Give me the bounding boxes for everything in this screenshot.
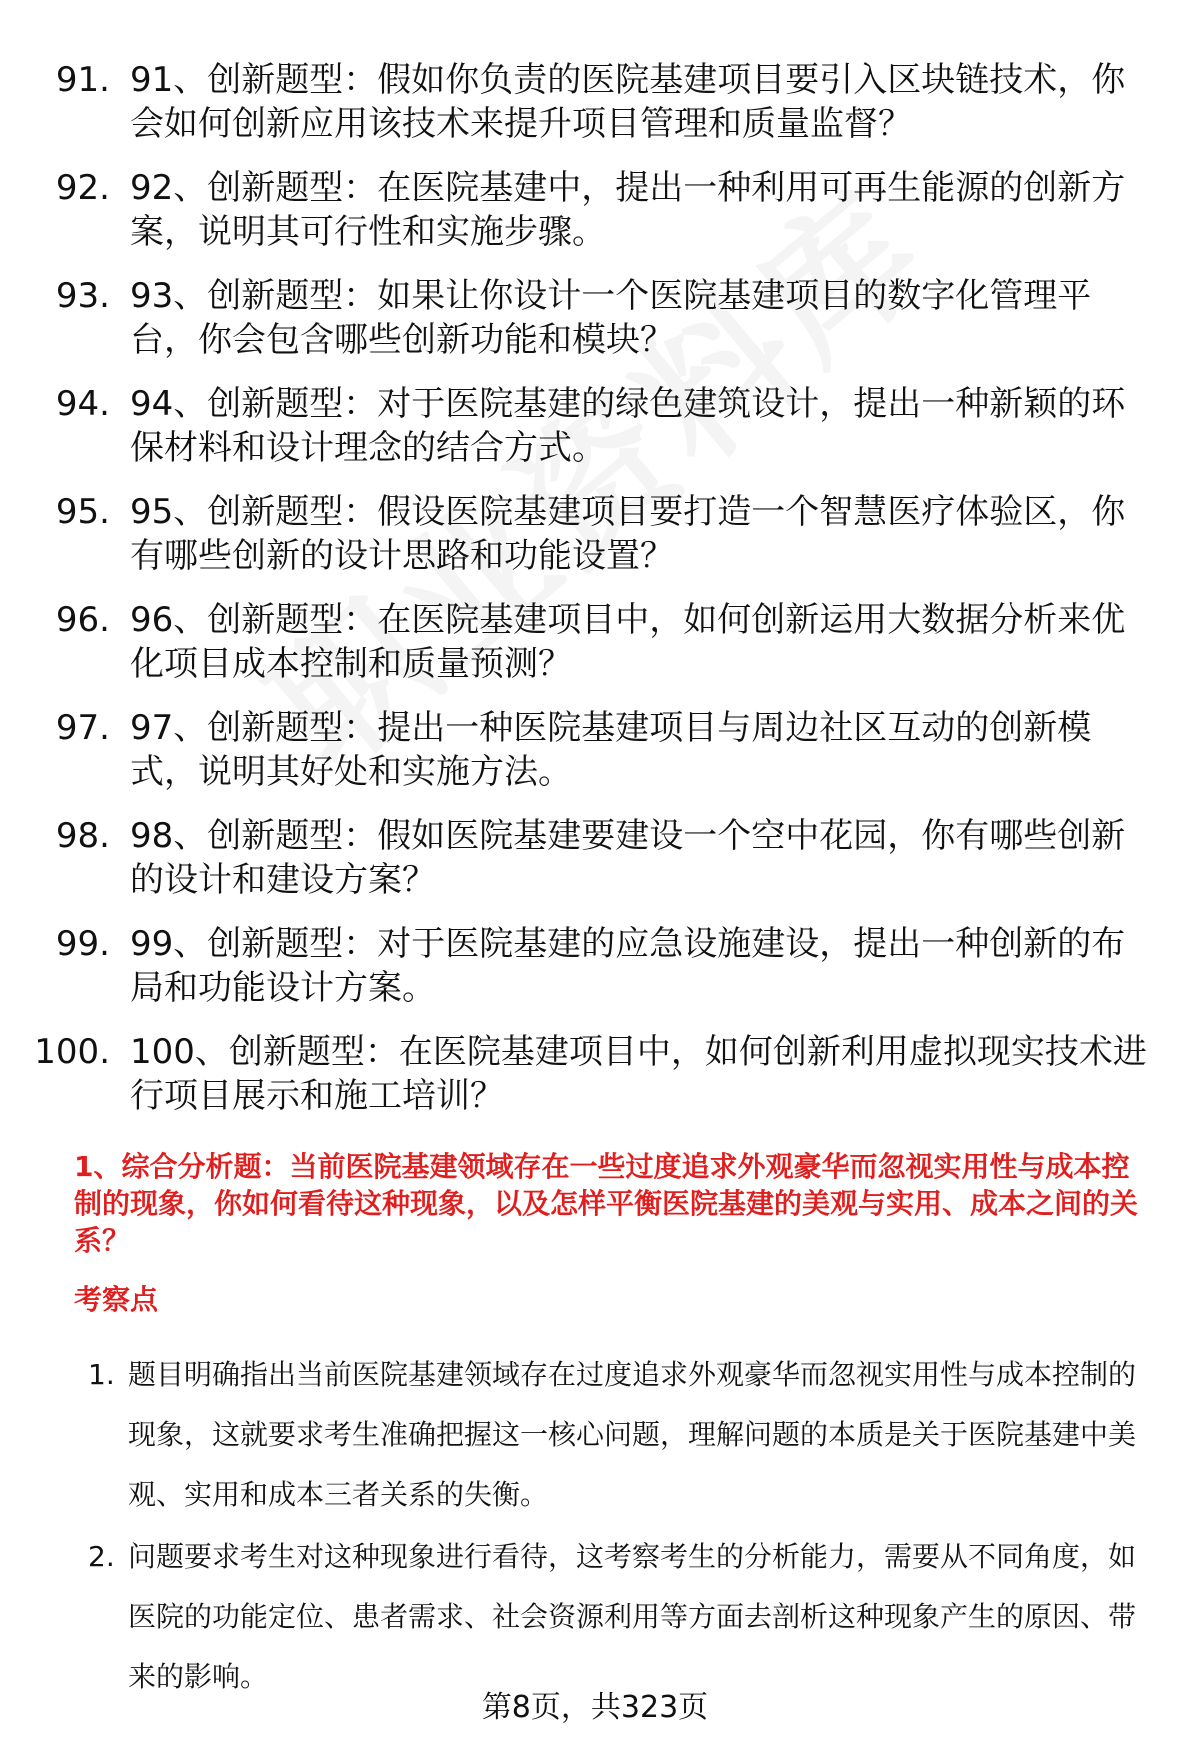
question-text: 91、创新题型：假如你负责的医院基建项目要引入区块链技术，你会如何创新应用该技术来提升项目管理和质量监督？ xyxy=(130,60,1126,144)
point-text: 题目明确指出当前医院基建领域存在过度追求外观豪华而忽视实用性与成本控制的现象，这就要求考生准确把握这一核心问题，理解问题的本质是关于医院基建中美观、实用和成本三者关系的失衡。 xyxy=(128,1358,1137,1511)
question-text: 99、创新题型：对于医院基建的应急设施建设，提出一种创新的布局和功能设计方案。 xyxy=(130,924,1126,1008)
question-text: 97、创新题型：提出一种医院基建项目与周边社区互动的创新模式，说明其好处和实施方法。 xyxy=(130,708,1092,792)
point-number: 2. xyxy=(88,1540,115,1573)
question-item-98 xyxy=(0,814,1190,902)
question-number: 93. xyxy=(55,276,110,316)
question-list xyxy=(0,58,1190,1138)
question-item-93 xyxy=(0,274,1190,362)
question-text: 94、创新题型：对于医院基建的绿色建筑设计，提出一种新颖的环保材料和设计理念的结合方式。 xyxy=(130,384,1126,468)
question-item-99 xyxy=(0,922,1190,1010)
point-text: 问题要求考生对这种现象进行看待，这考察考生的分析能力，需要从不同角度，如医院的功能定位、患者需求、社会资源利用等方面去剖析这种现象产生的原因、带来的影响。 xyxy=(128,1540,1137,1693)
question-item-91 xyxy=(0,58,1190,146)
question-item-92 xyxy=(0,166,1190,254)
question-text: 100、创新题型：在医院基建项目中，如何创新利用虚拟现实技术进行项目展示和施工培训？ xyxy=(130,1032,1147,1116)
question-text: 93、创新题型：如果让你设计一个医院基建项目的数字化管理平台，你会包含哪些创新功能和模块？ xyxy=(130,276,1092,360)
question-number: 98. xyxy=(55,816,110,856)
question-text: 92、创新题型：在医院基建中，提出一种利用可再生能源的创新方案，说明其可行性和实施步骤。 xyxy=(130,168,1126,252)
page-footer: 第8页，共323页 xyxy=(481,1690,709,1725)
question-item-100 xyxy=(0,1030,1190,1118)
question-number: 94. xyxy=(55,384,110,424)
point-number: 1. xyxy=(88,1358,115,1391)
question-text: 96、创新题型：在医院基建项目中，如何创新运用大数据分析来优化项目成本控制和质量预测？ xyxy=(130,600,1126,684)
question-number: 99. xyxy=(55,924,110,964)
question-number: 97. xyxy=(55,708,110,748)
point-item xyxy=(0,1527,1190,1707)
question-number: 91. xyxy=(55,60,110,100)
analysis-question: 1、综合分析题：当前医院基建领域存在一些过度追求外观豪华而忽视实用性与成本控制的现象，你如何看待这种现象，以及怎样平衡医院基建的美观与实用、成本之间的关系？ xyxy=(74,1150,1139,1257)
question-text: 95、创新题型：假设医院基建项目要打造一个智慧医疗体验区，你有哪些创新的设计思路和功能设置？ xyxy=(130,492,1126,576)
question-item-96 xyxy=(0,598,1190,686)
question-number: 96. xyxy=(55,600,110,640)
section-label: 考察点 xyxy=(74,1283,159,1316)
question-number: 100. xyxy=(34,1032,110,1072)
question-number: 92. xyxy=(55,168,110,208)
question-text: 98、创新题型：假如医院基建要建设一个空中花园，你有哪些创新的设计和建设方案？ xyxy=(130,816,1126,900)
point-list xyxy=(0,1345,1190,1709)
question-item-94 xyxy=(0,382,1190,470)
question-item-95 xyxy=(0,490,1190,578)
question-item-97 xyxy=(0,706,1190,794)
question-number: 95. xyxy=(55,492,110,532)
point-item xyxy=(0,1345,1190,1525)
